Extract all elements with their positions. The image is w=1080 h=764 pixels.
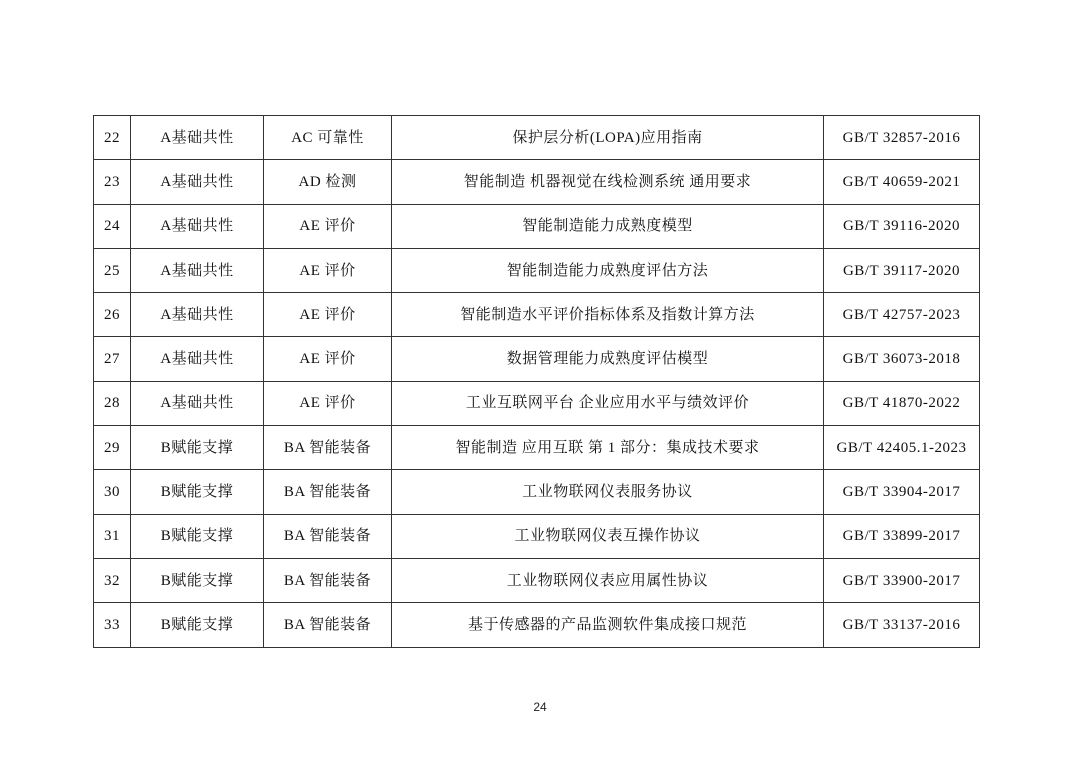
subcategory-cell: BA 智能装备 bbox=[264, 603, 392, 647]
standard-code-cell: GB/T 32857-2016 bbox=[824, 116, 980, 160]
standard-name-cell: 智能制造能力成熟度评估方法 bbox=[392, 248, 824, 292]
standard-name-cell: 智能制造水平评价指标体系及指数计算方法 bbox=[392, 293, 824, 337]
subcategory-cell: AE 评价 bbox=[264, 204, 392, 248]
subcategory-cell: AE 评价 bbox=[264, 337, 392, 381]
row-number-cell: 23 bbox=[94, 160, 131, 204]
standards-table-body bbox=[94, 116, 980, 648]
category-cell: A基础共性 bbox=[131, 293, 264, 337]
standard-name-cell: 智能制造 应用互联 第 1 部分：集成技术要求 bbox=[392, 426, 824, 470]
category-cell: B赋能支撑 bbox=[131, 470, 264, 514]
standard-name-cell: 智能制造 机器视觉在线检测系统 通用要求 bbox=[392, 160, 824, 204]
standard-code-cell: GB/T 33900-2017 bbox=[824, 558, 980, 602]
row-number-cell: 25 bbox=[94, 248, 131, 292]
table-row bbox=[94, 160, 980, 204]
table-row bbox=[94, 603, 980, 647]
standard-name-cell: 工业互联网平台 企业应用水平与绩效评价 bbox=[392, 381, 824, 425]
row-number-cell: 22 bbox=[94, 116, 131, 160]
table-row bbox=[94, 204, 980, 248]
subcategory-cell: AE 评价 bbox=[264, 248, 392, 292]
subcategory-cell: BA 智能装备 bbox=[264, 558, 392, 602]
category-cell: A基础共性 bbox=[131, 116, 264, 160]
row-number-cell: 29 bbox=[94, 426, 131, 470]
subcategory-cell: BA 智能装备 bbox=[264, 426, 392, 470]
row-number-cell: 32 bbox=[94, 558, 131, 602]
row-number-cell: 33 bbox=[94, 603, 131, 647]
category-cell: A基础共性 bbox=[131, 160, 264, 204]
standard-name-cell: 基于传感器的产品监测软件集成接口规范 bbox=[392, 603, 824, 647]
row-number-cell: 26 bbox=[94, 293, 131, 337]
subcategory-cell: AC 可靠性 bbox=[264, 116, 392, 160]
standard-code-cell: GB/T 42405.1-2023 bbox=[824, 426, 980, 470]
table-row bbox=[94, 293, 980, 337]
standard-code-cell: GB/T 33904-2017 bbox=[824, 470, 980, 514]
standard-code-cell: GB/T 33899-2017 bbox=[824, 514, 980, 558]
standard-name-cell: 工业物联网仪表应用属性协议 bbox=[392, 558, 824, 602]
row-number-cell: 30 bbox=[94, 470, 131, 514]
category-cell: B赋能支撑 bbox=[131, 603, 264, 647]
row-number-cell: 27 bbox=[94, 337, 131, 381]
table-row bbox=[94, 558, 980, 602]
standard-code-cell: GB/T 41870-2022 bbox=[824, 381, 980, 425]
subcategory-cell: AE 评价 bbox=[264, 293, 392, 337]
row-number-cell: 31 bbox=[94, 514, 131, 558]
row-number-cell: 24 bbox=[94, 204, 131, 248]
standard-name-cell: 工业物联网仪表服务协议 bbox=[392, 470, 824, 514]
table-row bbox=[94, 381, 980, 425]
standard-code-cell: GB/T 42757-2023 bbox=[824, 293, 980, 337]
page-number: 24 bbox=[533, 700, 547, 714]
category-cell: A基础共性 bbox=[131, 248, 264, 292]
table-row bbox=[94, 337, 980, 381]
category-cell: A基础共性 bbox=[131, 381, 264, 425]
category-cell: B赋能支撑 bbox=[131, 426, 264, 470]
standards-table bbox=[93, 115, 980, 648]
standard-name-cell: 工业物联网仪表互操作协议 bbox=[392, 514, 824, 558]
row-number-cell: 28 bbox=[94, 381, 131, 425]
subcategory-cell: AE 评价 bbox=[264, 381, 392, 425]
table-row bbox=[94, 248, 980, 292]
standard-name-cell: 保护层分析(LOPA)应用指南 bbox=[392, 116, 824, 160]
subcategory-cell: BA 智能装备 bbox=[264, 514, 392, 558]
standard-code-cell: GB/T 40659-2021 bbox=[824, 160, 980, 204]
standard-name-cell: 数据管理能力成熟度评估模型 bbox=[392, 337, 824, 381]
standard-code-cell: GB/T 36073-2018 bbox=[824, 337, 980, 381]
category-cell: A基础共性 bbox=[131, 337, 264, 381]
table-row bbox=[94, 116, 980, 160]
category-cell: B赋能支撑 bbox=[131, 558, 264, 602]
table-row bbox=[94, 426, 980, 470]
category-cell: B赋能支撑 bbox=[131, 514, 264, 558]
standard-code-cell: GB/T 39117-2020 bbox=[824, 248, 980, 292]
standard-name-cell: 智能制造能力成熟度模型 bbox=[392, 204, 824, 248]
table-row bbox=[94, 470, 980, 514]
standard-code-cell: GB/T 39116-2020 bbox=[824, 204, 980, 248]
subcategory-cell: AD 检测 bbox=[264, 160, 392, 204]
table-row bbox=[94, 514, 980, 558]
category-cell: A基础共性 bbox=[131, 204, 264, 248]
standard-code-cell: GB/T 33137-2016 bbox=[824, 603, 980, 647]
subcategory-cell: BA 智能装备 bbox=[264, 470, 392, 514]
